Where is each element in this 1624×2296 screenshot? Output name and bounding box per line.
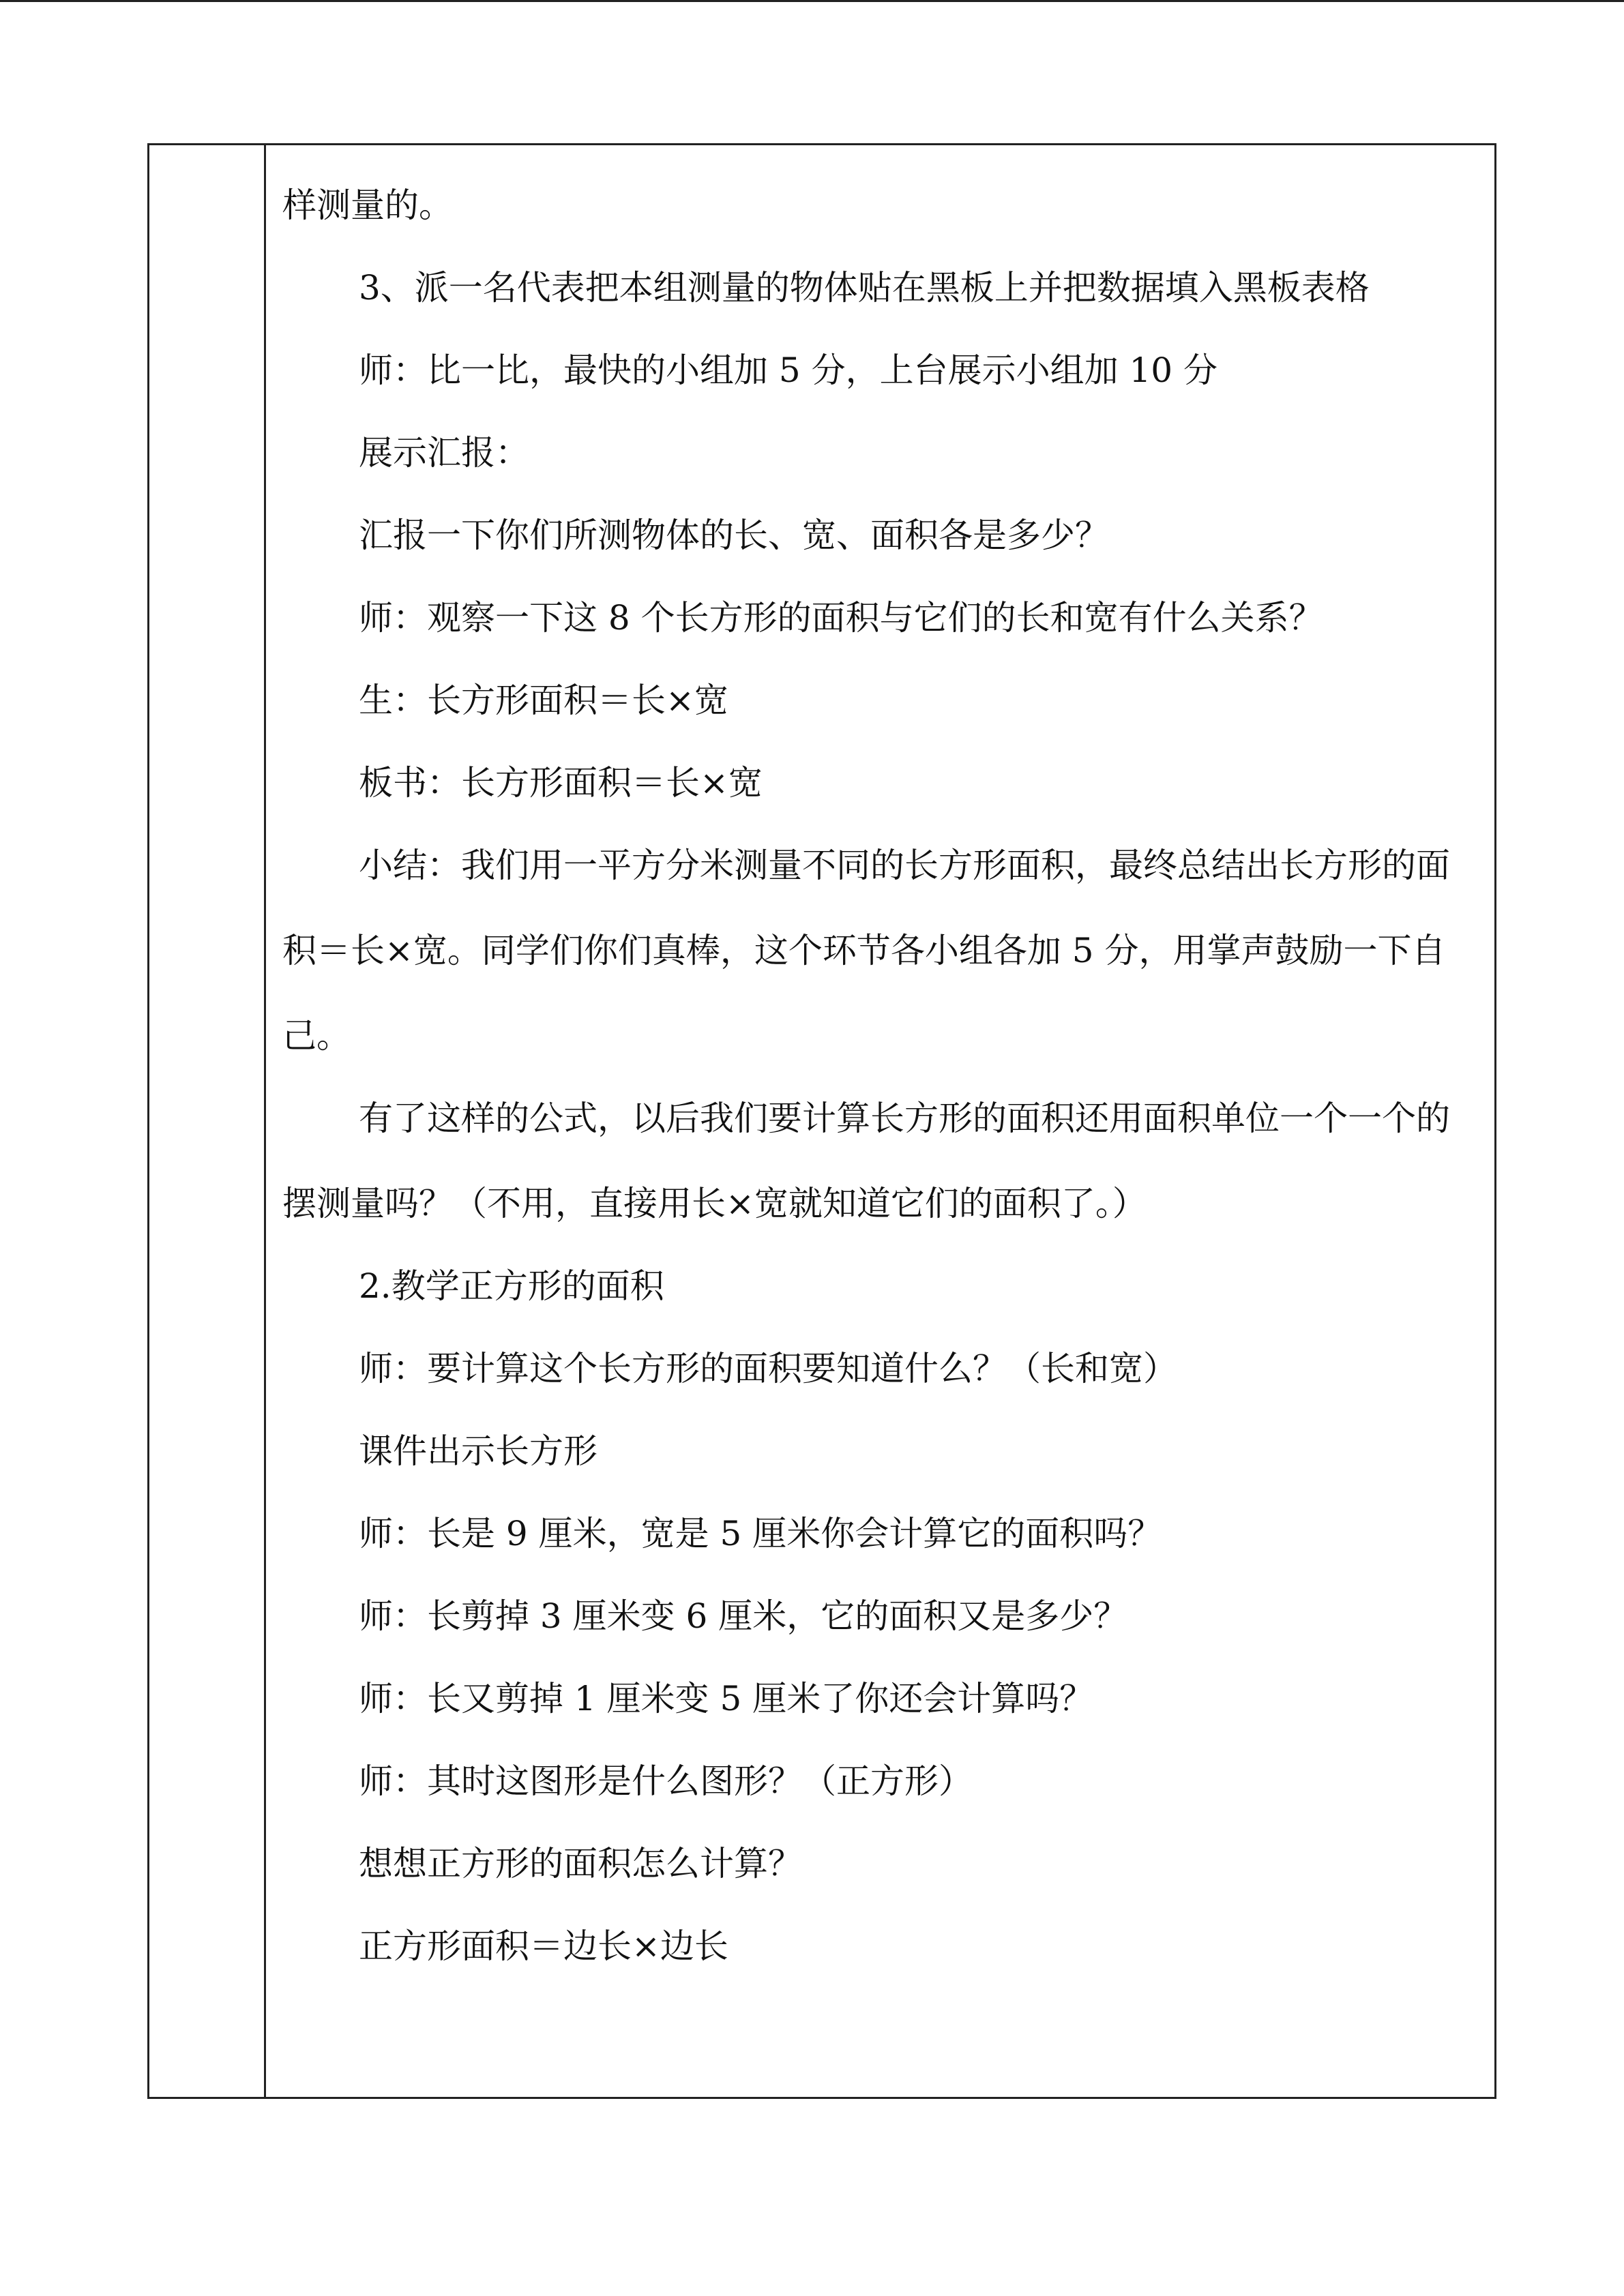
paragraph: 展示汇报：	[359, 433, 529, 473]
paragraph: 生：长方形面积＝长×宽	[359, 681, 728, 720]
paragraph: 有了这样的公式，以后我们要计算长方形的面积还用面积单位一个一个的摆测量吗？（不用，直接用长×宽就知道它们的面积了。）	[282, 1099, 1450, 1223]
paragraph: 师：要计算这个长方形的面积要知道什么？（长和宽）	[359, 1349, 1177, 1388]
lesson-table	[147, 143, 1496, 2099]
paragraph: 课件出示长方形	[359, 1431, 597, 1471]
paragraph: 板书：长方形面积＝长×宽	[359, 763, 763, 803]
paragraph: 师：观察一下这 8 个长方形的面积与它们的长和宽有什么关系？	[359, 598, 1323, 638]
table-left-cell	[149, 145, 266, 2097]
paragraph: 师：长剪掉 3 厘米变 6 厘米，它的面积又是多少？	[359, 1596, 1128, 1636]
paragraph: 正方形面积＝边长×边长	[359, 1926, 728, 1966]
paragraph: 师：长又剪掉 1 厘米变 5 厘米了你还会计算吗？	[359, 1679, 1094, 1718]
page-top-rule	[0, 0, 1624, 2]
paragraph: 汇报一下你们所测物体的长、宽、面积各是多少？	[359, 516, 1109, 555]
paragraph: 师：长是 9 厘米，宽是 5 厘米你会计算它的面积吗？	[359, 1514, 1162, 1553]
paragraph: 师：比一比，最快的小组加 5 分，上台展示小组加 10 分	[359, 351, 1218, 390]
paragraph: 样测量的。	[282, 185, 453, 225]
paragraph: 小结：我们用一平方分米测量不同的长方形面积，最终总结出长方形的面积＝长×宽。同学们你们真棒，这个环节各小组各加 5 分，用掌声鼓励一下自己。	[282, 846, 1450, 1056]
paragraph: 想想正方形的面积怎么计算？	[359, 1844, 802, 1883]
paragraph: 师：其时这图形是什么图形？（正方形）	[359, 1761, 973, 1801]
paragraph: 2.教学正方形的面积	[359, 1266, 664, 1306]
table-content-cell	[266, 145, 1494, 2097]
paragraph: 3、派一名代表把本组测量的物体贴在黑板上并把数据填入黑板表格	[359, 268, 1370, 308]
